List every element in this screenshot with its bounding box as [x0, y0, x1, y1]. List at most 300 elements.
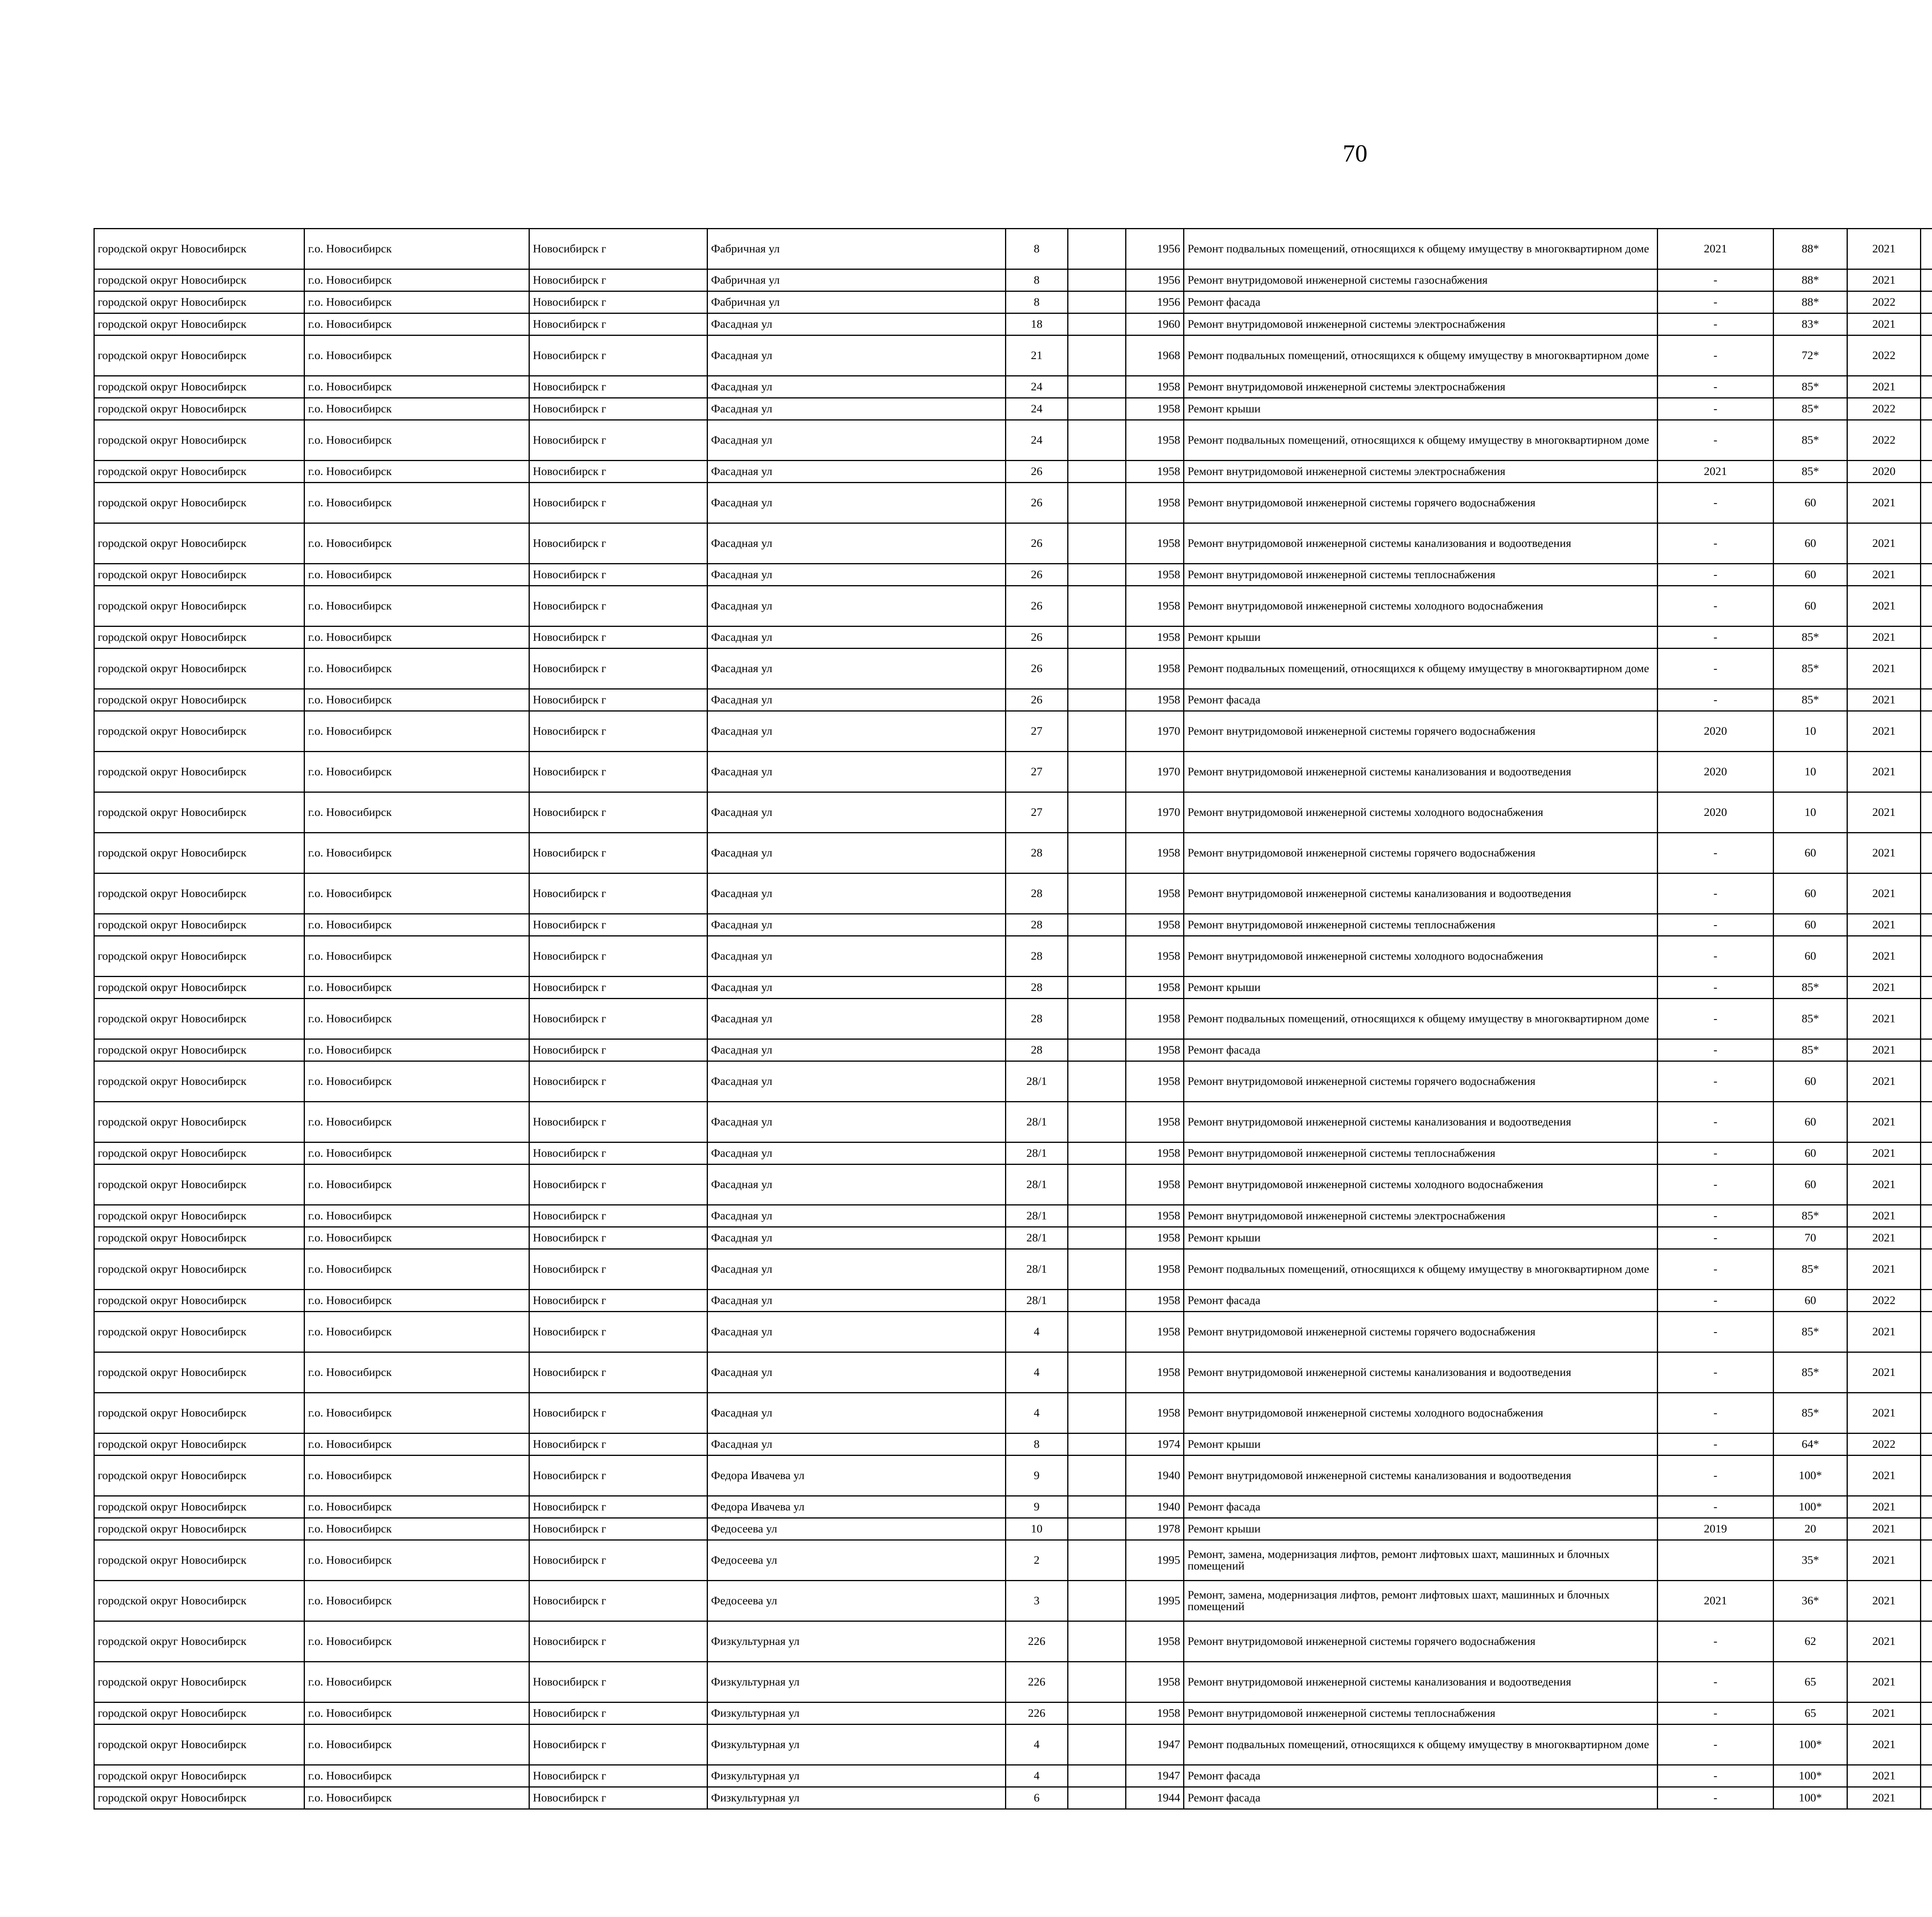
building-cell	[1068, 586, 1126, 627]
last-repair-year-cell: 2021	[1657, 461, 1774, 483]
table-row	[94, 833, 1932, 873]
building-cell	[1068, 1518, 1126, 1540]
house-number-cell: 28	[1006, 914, 1068, 936]
house-number-cell: 8	[1006, 269, 1068, 291]
building-cell	[1068, 376, 1126, 398]
plan-start-year-cell: 2021	[1847, 752, 1920, 792]
house-number-cell: 10	[1006, 1518, 1068, 1540]
locality-cell: Новосибирск г	[529, 873, 707, 914]
last-repair-year-cell: -	[1657, 420, 1774, 461]
house-number-cell: 27	[1006, 752, 1068, 792]
locality-cell: Новосибирск г	[529, 1496, 707, 1518]
municipality-cell: городской округ Новосибирск	[94, 1393, 304, 1433]
last-repair-year-cell: -	[1657, 689, 1774, 711]
year-built-cell: 1958	[1126, 999, 1184, 1039]
house-number-cell: 2	[1006, 1540, 1068, 1581]
building-cell	[1068, 1142, 1126, 1165]
locality-cell: Новосибирск г	[529, 420, 707, 461]
street-cell: Фасадная ул	[707, 1393, 1006, 1433]
table-row	[94, 313, 1932, 335]
plan-end-year-cell	[1921, 873, 1932, 914]
plan-start-year-cell: 2021	[1847, 229, 1920, 269]
plan-end-year-cell	[1921, 376, 1932, 398]
work-type-cell: Ремонт крыши	[1184, 1518, 1657, 1540]
year-built-cell: 1956	[1126, 229, 1184, 269]
table-row	[94, 1765, 1932, 1787]
house-number-cell: 28/1	[1006, 1227, 1068, 1249]
house-number-cell: 27	[1006, 711, 1068, 752]
settlement-cell: г.о. Новосибирск	[304, 833, 529, 873]
year-built-cell: 1958	[1126, 461, 1184, 483]
street-cell: Фасадная ул	[707, 752, 1006, 792]
last-repair-year-cell: -	[1657, 1662, 1774, 1702]
last-repair-year-cell: -	[1657, 999, 1774, 1039]
building-cell	[1068, 1433, 1126, 1456]
year-built-cell: 1958	[1126, 1102, 1184, 1142]
last-repair-year-cell: -	[1657, 627, 1774, 649]
plan-end-year-cell	[1921, 523, 1932, 564]
plan-end-year-cell	[1921, 461, 1932, 483]
locality-cell: Новосибирск г	[529, 689, 707, 711]
municipality-cell: городской округ Новосибирск	[94, 936, 304, 977]
street-cell: Федосеева ул	[707, 1540, 1006, 1581]
building-cell	[1068, 335, 1126, 376]
wear-percent-cell: 62	[1774, 1621, 1847, 1662]
municipality-cell: городской округ Новосибирск	[94, 523, 304, 564]
building-cell	[1068, 792, 1126, 833]
municipality-cell: городской округ Новосибирск	[94, 1433, 304, 1456]
house-number-cell: 9	[1006, 1496, 1068, 1518]
year-built-cell: 1958	[1126, 833, 1184, 873]
table-row	[94, 523, 1932, 564]
wear-percent-cell: 60	[1774, 523, 1847, 564]
plan-end-year-cell	[1921, 1702, 1932, 1725]
plan-start-year-cell: 2021	[1847, 1039, 1920, 1061]
settlement-cell: г.о. Новосибирск	[304, 1227, 529, 1249]
settlement-cell: г.о. Новосибирск	[304, 1142, 529, 1165]
settlement-cell: г.о. Новосибирск	[304, 313, 529, 335]
wear-percent-cell: 85*	[1774, 1249, 1847, 1290]
plan-end-year-cell	[1921, 1249, 1932, 1290]
work-type-cell: Ремонт фасада	[1184, 291, 1657, 313]
house-number-cell: 28/1	[1006, 1142, 1068, 1165]
settlement-cell: г.о. Новосибирск	[304, 914, 529, 936]
plan-start-year-cell: 2021	[1847, 564, 1920, 586]
settlement-cell: г.о. Новосибирск	[304, 1765, 529, 1787]
settlement-cell: г.о. Новосибирск	[304, 1456, 529, 1496]
wear-percent-cell: 60	[1774, 1165, 1847, 1205]
plan-start-year-cell: 2021	[1847, 1765, 1920, 1787]
plan-end-year-cell	[1921, 627, 1932, 649]
work-type-cell: Ремонт внутридомовой инженерной системы канализования и водоотведения	[1184, 1662, 1657, 1702]
work-type-cell: Ремонт внутридомовой инженерной системы электроснабжения	[1184, 461, 1657, 483]
table-row	[94, 291, 1932, 313]
settlement-cell: г.о. Новосибирск	[304, 1433, 529, 1456]
work-type-cell: Ремонт внутридомовой инженерной системы холодного водоснабжения	[1184, 586, 1657, 627]
wear-percent-cell: 100*	[1774, 1765, 1847, 1787]
table-row	[94, 1290, 1932, 1312]
settlement-cell: г.о. Новосибирск	[304, 1312, 529, 1352]
street-cell: Федора Ивачева ул	[707, 1456, 1006, 1496]
settlement-cell: г.о. Новосибирск	[304, 1581, 529, 1621]
building-cell	[1068, 1039, 1126, 1061]
street-cell: Фасадная ул	[707, 1039, 1006, 1061]
table-row	[94, 1702, 1932, 1725]
plan-start-year-cell: 2021	[1847, 1787, 1920, 1809]
plan-start-year-cell: 2021	[1847, 914, 1920, 936]
locality-cell: Новосибирск г	[529, 461, 707, 483]
plan-end-year-cell	[1921, 269, 1932, 291]
street-cell: Фасадная ул	[707, 1227, 1006, 1249]
year-built-cell: 1958	[1126, 420, 1184, 461]
plan-start-year-cell: 2021	[1847, 649, 1920, 689]
last-repair-year-cell: -	[1657, 1227, 1774, 1249]
locality-cell: Новосибирск г	[529, 1765, 707, 1787]
work-type-cell: Ремонт внутридомовой инженерной системы газоснабжения	[1184, 269, 1657, 291]
building-cell	[1068, 483, 1126, 523]
plan-start-year-cell: 2021	[1847, 1393, 1920, 1433]
building-cell	[1068, 564, 1126, 586]
municipality-cell: городской округ Новосибирск	[94, 1290, 304, 1312]
plan-end-year-cell	[1921, 1787, 1932, 1809]
street-cell: Фасадная ул	[707, 1352, 1006, 1393]
plan-start-year-cell: 2021	[1847, 936, 1920, 977]
table-row	[94, 1102, 1932, 1142]
locality-cell: Новосибирск г	[529, 1456, 707, 1496]
work-type-cell: Ремонт внутридомовой инженерной системы электроснабжения	[1184, 313, 1657, 335]
last-repair-year-cell: -	[1657, 1290, 1774, 1312]
municipality-cell: городской округ Новосибирск	[94, 1061, 304, 1102]
table-row	[94, 1165, 1932, 1205]
last-repair-year-cell: -	[1657, 1205, 1774, 1227]
work-type-cell: Ремонт подвальных помещений, относящихся к общему имуществу в многоквартирном доме	[1184, 335, 1657, 376]
year-built-cell: 1958	[1126, 1312, 1184, 1352]
work-type-cell: Ремонт внутридомовой инженерной системы теплоснабжения	[1184, 914, 1657, 936]
year-built-cell: 1958	[1126, 1227, 1184, 1249]
municipality-cell: городской округ Новосибирск	[94, 376, 304, 398]
locality-cell: Новосибирск г	[529, 398, 707, 420]
locality-cell: Новосибирск г	[529, 627, 707, 649]
table-row	[94, 792, 1932, 833]
settlement-cell: г.о. Новосибирск	[304, 335, 529, 376]
year-built-cell: 1958	[1126, 1662, 1184, 1702]
locality-cell: Новосибирск г	[529, 1061, 707, 1102]
building-cell	[1068, 873, 1126, 914]
last-repair-year-cell: -	[1657, 376, 1774, 398]
building-cell	[1068, 1393, 1126, 1433]
year-built-cell: 1958	[1126, 914, 1184, 936]
house-number-cell: 28	[1006, 873, 1068, 914]
wear-percent-cell: 88*	[1774, 269, 1847, 291]
work-type-cell: Ремонт внутридомовой инженерной системы теплоснабжения	[1184, 1702, 1657, 1725]
municipality-cell: городской округ Новосибирск	[94, 1496, 304, 1518]
last-repair-year-cell: -	[1657, 977, 1774, 999]
municipality-cell: городской округ Новосибирск	[94, 1540, 304, 1581]
house-number-cell: 28/1	[1006, 1205, 1068, 1227]
street-cell: Фасадная ул	[707, 335, 1006, 376]
year-built-cell: 1970	[1126, 792, 1184, 833]
building-cell	[1068, 1312, 1126, 1352]
work-type-cell: Ремонт внутридомовой инженерной системы канализования и водоотведения	[1184, 752, 1657, 792]
street-cell: Физкультурная ул	[707, 1765, 1006, 1787]
street-cell: Фасадная ул	[707, 873, 1006, 914]
municipality-cell: городской округ Новосибирск	[94, 1165, 304, 1205]
last-repair-year-cell: -	[1657, 586, 1774, 627]
building-cell	[1068, 999, 1126, 1039]
year-built-cell: 1958	[1126, 1165, 1184, 1205]
locality-cell: Новосибирск г	[529, 1039, 707, 1061]
street-cell: Фасадная ул	[707, 627, 1006, 649]
municipality-cell: городской округ Новосибирск	[94, 833, 304, 873]
table-row	[94, 1312, 1932, 1352]
street-cell: Фасадная ул	[707, 936, 1006, 977]
locality-cell: Новосибирск г	[529, 269, 707, 291]
plan-end-year-cell	[1921, 335, 1932, 376]
table-row	[94, 999, 1932, 1039]
house-number-cell: 24	[1006, 376, 1068, 398]
street-cell: Федосеева ул	[707, 1518, 1006, 1540]
wear-percent-cell: 65	[1774, 1702, 1847, 1725]
locality-cell: Новосибирск г	[529, 1205, 707, 1227]
settlement-cell: г.о. Новосибирск	[304, 586, 529, 627]
locality-cell: Новосибирск г	[529, 649, 707, 689]
last-repair-year-cell: -	[1657, 1312, 1774, 1352]
building-cell	[1068, 1787, 1126, 1809]
settlement-cell: г.о. Новосибирск	[304, 1061, 529, 1102]
street-cell: Фасадная ул	[707, 376, 1006, 398]
year-built-cell: 1958	[1126, 376, 1184, 398]
settlement-cell: г.о. Новосибирск	[304, 1787, 529, 1809]
street-cell: Фабричная ул	[707, 291, 1006, 313]
street-cell: Фабричная ул	[707, 269, 1006, 291]
locality-cell: Новосибирск г	[529, 1393, 707, 1433]
plan-end-year-cell	[1921, 1662, 1932, 1702]
work-type-cell: Ремонт, замена, модернизация лифтов, ремонт лифтовых шахт, машинных и блочных помещений	[1184, 1540, 1657, 1581]
wear-percent-cell: 85*	[1774, 376, 1847, 398]
street-cell: Фасадная ул	[707, 711, 1006, 752]
building-cell	[1068, 689, 1126, 711]
building-cell	[1068, 398, 1126, 420]
plan-start-year-cell: 2021	[1847, 999, 1920, 1039]
last-repair-year-cell	[1657, 1540, 1774, 1581]
building-cell	[1068, 711, 1126, 752]
municipality-cell: городской округ Новосибирск	[94, 1702, 304, 1725]
wear-percent-cell: 60	[1774, 914, 1847, 936]
last-repair-year-cell: -	[1657, 523, 1774, 564]
year-built-cell: 1956	[1126, 291, 1184, 313]
work-type-cell: Ремонт крыши	[1184, 1433, 1657, 1456]
plan-start-year-cell: 2021	[1847, 833, 1920, 873]
house-number-cell: 28	[1006, 833, 1068, 873]
settlement-cell: г.о. Новосибирск	[304, 291, 529, 313]
year-built-cell: 1940	[1126, 1456, 1184, 1496]
settlement-cell: г.о. Новосибирск	[304, 483, 529, 523]
settlement-cell: г.о. Новосибирск	[304, 649, 529, 689]
settlement-cell: г.о. Новосибирск	[304, 873, 529, 914]
year-built-cell: 1956	[1126, 269, 1184, 291]
wear-percent-cell: 20	[1774, 1518, 1847, 1540]
plan-end-year-cell	[1921, 792, 1932, 833]
settlement-cell: г.о. Новосибирск	[304, 398, 529, 420]
last-repair-year-cell: -	[1657, 1165, 1774, 1205]
plan-start-year-cell: 2021	[1847, 376, 1920, 398]
plan-start-year-cell: 2021	[1847, 1142, 1920, 1165]
street-cell: Фасадная ул	[707, 523, 1006, 564]
municipality-cell: городской округ Новосибирск	[94, 420, 304, 461]
last-repair-year-cell: -	[1657, 564, 1774, 586]
street-cell: Фасадная ул	[707, 649, 1006, 689]
wear-percent-cell: 60	[1774, 936, 1847, 977]
municipality-cell: городской округ Новосибирск	[94, 1621, 304, 1662]
plan-end-year-cell	[1921, 313, 1932, 335]
wear-percent-cell: 60	[1774, 873, 1847, 914]
year-built-cell: 1960	[1126, 313, 1184, 335]
wear-percent-cell: 85*	[1774, 977, 1847, 999]
building-cell	[1068, 977, 1126, 999]
plan-start-year-cell: 2021	[1847, 627, 1920, 649]
year-built-cell: 1944	[1126, 1787, 1184, 1809]
work-type-cell: Ремонт крыши	[1184, 977, 1657, 999]
street-cell: Фасадная ул	[707, 586, 1006, 627]
work-type-cell: Ремонт фасада	[1184, 689, 1657, 711]
plan-start-year-cell: 2021	[1847, 1352, 1920, 1393]
street-cell: Федосеева ул	[707, 1581, 1006, 1621]
wear-percent-cell: 60	[1774, 564, 1847, 586]
settlement-cell: г.о. Новосибирск	[304, 1518, 529, 1540]
street-cell: Фасадная ул	[707, 977, 1006, 999]
municipality-cell: городской округ Новосибирск	[94, 1205, 304, 1227]
wear-percent-cell: 60	[1774, 1290, 1847, 1312]
table-row	[94, 269, 1932, 291]
municipality-cell: городской округ Новосибирск	[94, 586, 304, 627]
plan-start-year-cell: 2021	[1847, 313, 1920, 335]
municipality-cell: городской округ Новосибирск	[94, 229, 304, 269]
wear-percent-cell: 85*	[1774, 689, 1847, 711]
year-built-cell: 1958	[1126, 936, 1184, 977]
last-repair-year-cell: -	[1657, 398, 1774, 420]
municipality-cell: городской округ Новосибирск	[94, 1102, 304, 1142]
wear-percent-cell: 65	[1774, 1662, 1847, 1702]
locality-cell: Новосибирск г	[529, 1142, 707, 1165]
locality-cell: Новосибирск г	[529, 376, 707, 398]
plan-end-year-cell	[1921, 1102, 1932, 1142]
work-type-cell: Ремонт внутридомовой инженерной системы канализования и водоотведения	[1184, 873, 1657, 914]
house-number-cell: 21	[1006, 335, 1068, 376]
table-row	[94, 1662, 1932, 1702]
plan-end-year-cell	[1921, 1165, 1932, 1205]
plan-end-year-cell	[1921, 291, 1932, 313]
settlement-cell: г.о. Новосибирск	[304, 1393, 529, 1433]
locality-cell: Новосибирск г	[529, 792, 707, 833]
table-row	[94, 1725, 1932, 1765]
work-type-cell: Ремонт внутридомовой инженерной системы канализования и водоотведения	[1184, 1352, 1657, 1393]
plan-start-year-cell: 2021	[1847, 1518, 1920, 1540]
last-repair-year-cell: 2021	[1657, 229, 1774, 269]
wear-percent-cell: 85*	[1774, 1393, 1847, 1433]
plan-end-year-cell	[1921, 564, 1932, 586]
street-cell: Фасадная ул	[707, 1290, 1006, 1312]
year-built-cell: 1995	[1126, 1540, 1184, 1581]
plan-end-year-cell	[1921, 936, 1932, 977]
settlement-cell: г.о. Новосибирск	[304, 627, 529, 649]
year-built-cell: 1958	[1126, 1702, 1184, 1725]
building-cell	[1068, 313, 1126, 335]
settlement-cell: г.о. Новосибирск	[304, 1496, 529, 1518]
house-number-cell: 226	[1006, 1702, 1068, 1725]
wear-percent-cell: 85*	[1774, 1039, 1847, 1061]
wear-percent-cell: 83*	[1774, 313, 1847, 335]
plan-start-year-cell: 2021	[1847, 1102, 1920, 1142]
year-built-cell: 1958	[1126, 873, 1184, 914]
year-built-cell: 1958	[1126, 1249, 1184, 1290]
locality-cell: Новосибирск г	[529, 833, 707, 873]
table-row	[94, 1496, 1932, 1518]
building-cell	[1068, 420, 1126, 461]
plan-end-year-cell	[1921, 1518, 1932, 1540]
work-type-cell: Ремонт фасада	[1184, 1290, 1657, 1312]
locality-cell: Новосибирск г	[529, 752, 707, 792]
building-cell	[1068, 461, 1126, 483]
plan-start-year-cell: 2021	[1847, 1165, 1920, 1205]
municipality-cell: городской округ Новосибирск	[94, 1249, 304, 1290]
building-cell	[1068, 229, 1126, 269]
work-type-cell: Ремонт подвальных помещений, относящихся к общему имуществу в многоквартирном доме	[1184, 999, 1657, 1039]
house-number-cell: 6	[1006, 1787, 1068, 1809]
house-number-cell: 8	[1006, 1433, 1068, 1456]
street-cell: Фасадная ул	[707, 1142, 1006, 1165]
municipality-cell: городской округ Новосибирск	[94, 1518, 304, 1540]
locality-cell: Новосибирск г	[529, 291, 707, 313]
wear-percent-cell: 72*	[1774, 335, 1847, 376]
plan-start-year-cell: 2021	[1847, 1061, 1920, 1102]
plan-start-year-cell: 2021	[1847, 586, 1920, 627]
house-number-cell: 4	[1006, 1312, 1068, 1352]
work-type-cell: Ремонт внутридомовой инженерной системы холодного водоснабжения	[1184, 936, 1657, 977]
work-type-cell: Ремонт внутридомовой инженерной системы теплоснабжения	[1184, 564, 1657, 586]
wear-percent-cell: 85*	[1774, 1312, 1847, 1352]
building-cell	[1068, 1249, 1126, 1290]
table-row	[94, 1142, 1932, 1165]
municipality-cell: городской округ Новосибирск	[94, 1039, 304, 1061]
wear-percent-cell: 85*	[1774, 420, 1847, 461]
settlement-cell: г.о. Новосибирск	[304, 1662, 529, 1702]
work-type-cell: Ремонт внутридомовой инженерной системы канализования и водоотведения	[1184, 1456, 1657, 1496]
municipality-cell: городской округ Новосибирск	[94, 1142, 304, 1165]
last-repair-year-cell: -	[1657, 1433, 1774, 1456]
building-cell	[1068, 627, 1126, 649]
building-cell	[1068, 1227, 1126, 1249]
work-type-cell: Ремонт внутридомовой инженерной системы электроснабжения	[1184, 1205, 1657, 1227]
wear-percent-cell: 88*	[1774, 291, 1847, 313]
wear-percent-cell: 85*	[1774, 461, 1847, 483]
settlement-cell: г.о. Новосибирск	[304, 977, 529, 999]
plan-end-year-cell	[1921, 1061, 1932, 1102]
plan-start-year-cell: 2021	[1847, 1227, 1920, 1249]
wear-percent-cell: 100*	[1774, 1725, 1847, 1765]
work-type-cell: Ремонт подвальных помещений, относящихся к общему имуществу в многоквартирном доме	[1184, 1249, 1657, 1290]
street-cell: Фабричная ул	[707, 229, 1006, 269]
street-cell: Физкультурная ул	[707, 1621, 1006, 1662]
locality-cell: Новосибирск г	[529, 1621, 707, 1662]
building-cell	[1068, 752, 1126, 792]
locality-cell: Новосибирск г	[529, 523, 707, 564]
plan-start-year-cell: 2021	[1847, 977, 1920, 999]
locality-cell: Новосибирск г	[529, 1352, 707, 1393]
plan-start-year-cell: 2021	[1847, 1205, 1920, 1227]
settlement-cell: г.о. Новосибирск	[304, 1290, 529, 1312]
settlement-cell: г.о. Новосибирск	[304, 1702, 529, 1725]
last-repair-year-cell: -	[1657, 1142, 1774, 1165]
